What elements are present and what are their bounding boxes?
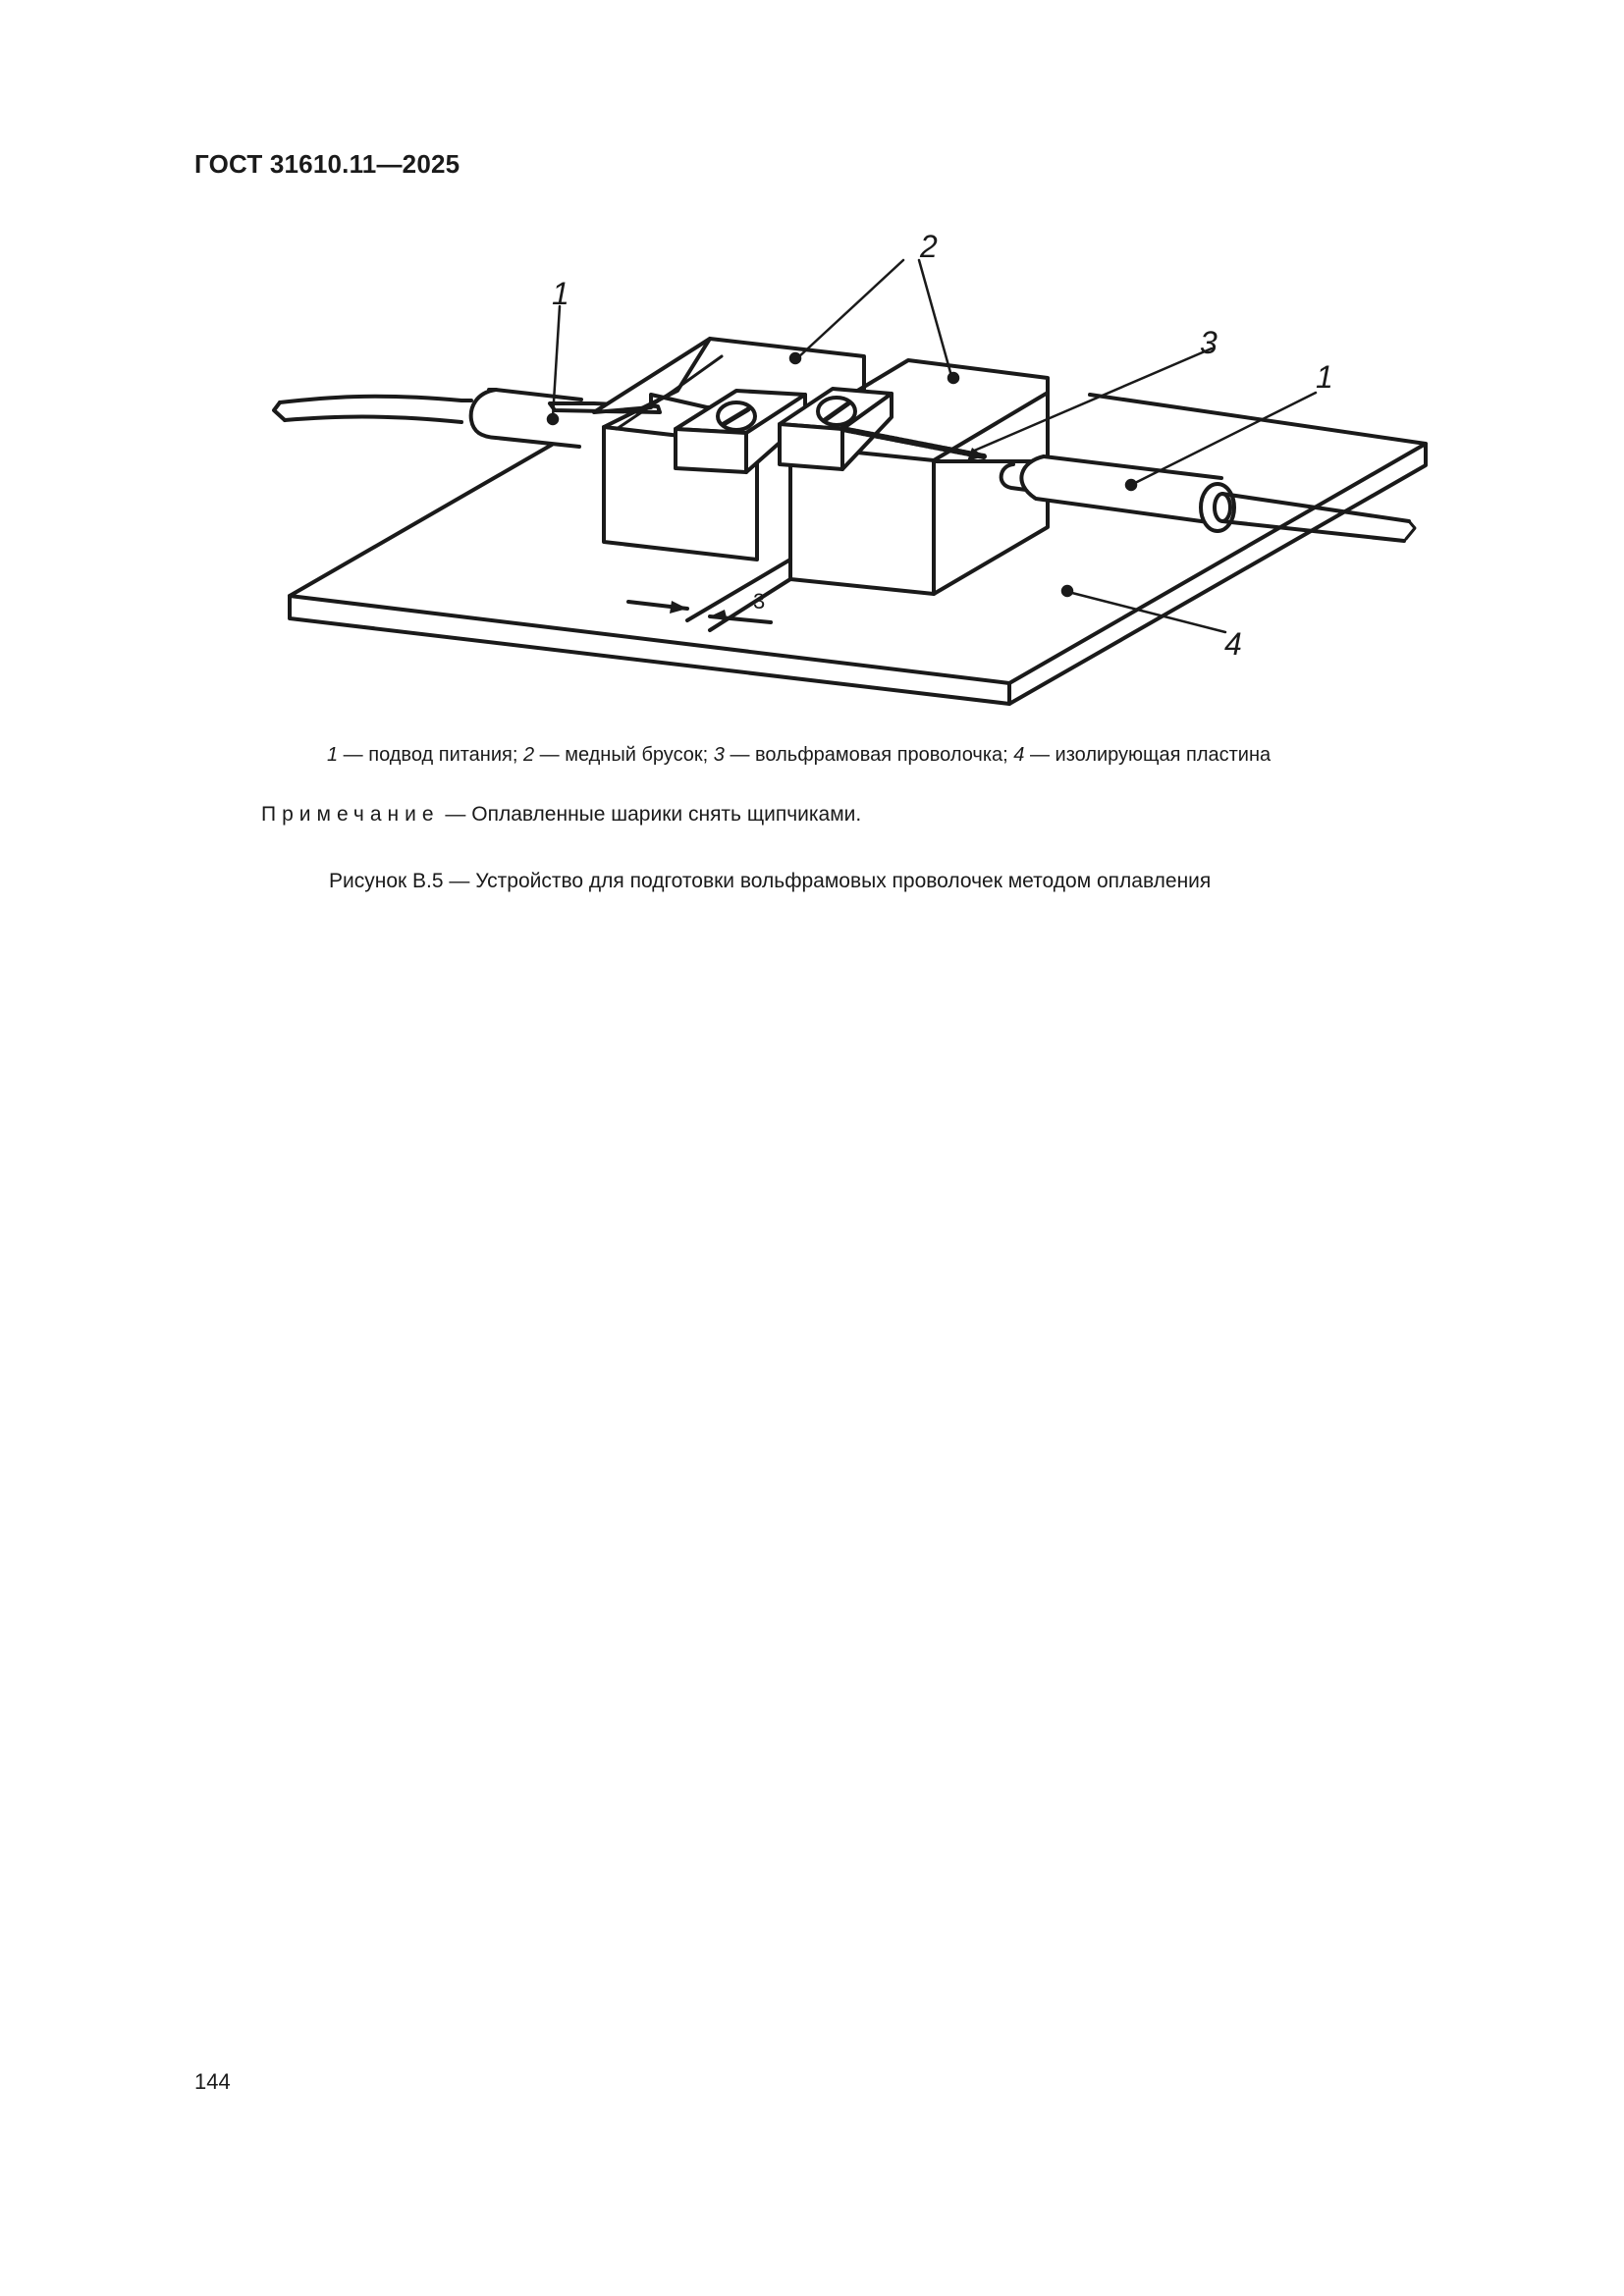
legend-num-3: 3 [713,744,725,766]
legend-text-2: — медный брусок; [534,744,714,766]
figure-note [261,803,861,827]
figure-caption: Рисунок В.5 — Устройство для подготовки вольфрамовых проволочек методом оплавления [329,870,1212,892]
callout-1-left: 1 [552,276,569,311]
note-label: Примечание [261,803,440,826]
callout-2: 2 [920,229,938,264]
right-power-lead [1001,456,1415,541]
dimension-label: 3 [753,589,766,614]
callout-1-right: 1 [1316,359,1333,395]
callout-3: 3 [1200,325,1218,360]
note-text: — Оплавленные шарики снять щипчиками. [439,803,862,826]
document-header: ГОСТ 31610.11—2025 [194,149,460,179]
page-number: 144 [194,2069,231,2094]
figure-b5-drawing [0,0,1624,746]
legend-num-4: 4 [1013,744,1025,766]
legend-num-2: 2 [522,744,535,766]
figure-legend [327,744,1271,767]
callout-4: 4 [1224,626,1242,662]
legend-num-1: 1 [327,744,339,766]
legend-text-4: — изолирующая пластина [1024,744,1272,766]
legend-text-3: — вольфрамовая проволочка; [724,744,1014,766]
legend-text-1: — подвод питания; [338,744,523,766]
